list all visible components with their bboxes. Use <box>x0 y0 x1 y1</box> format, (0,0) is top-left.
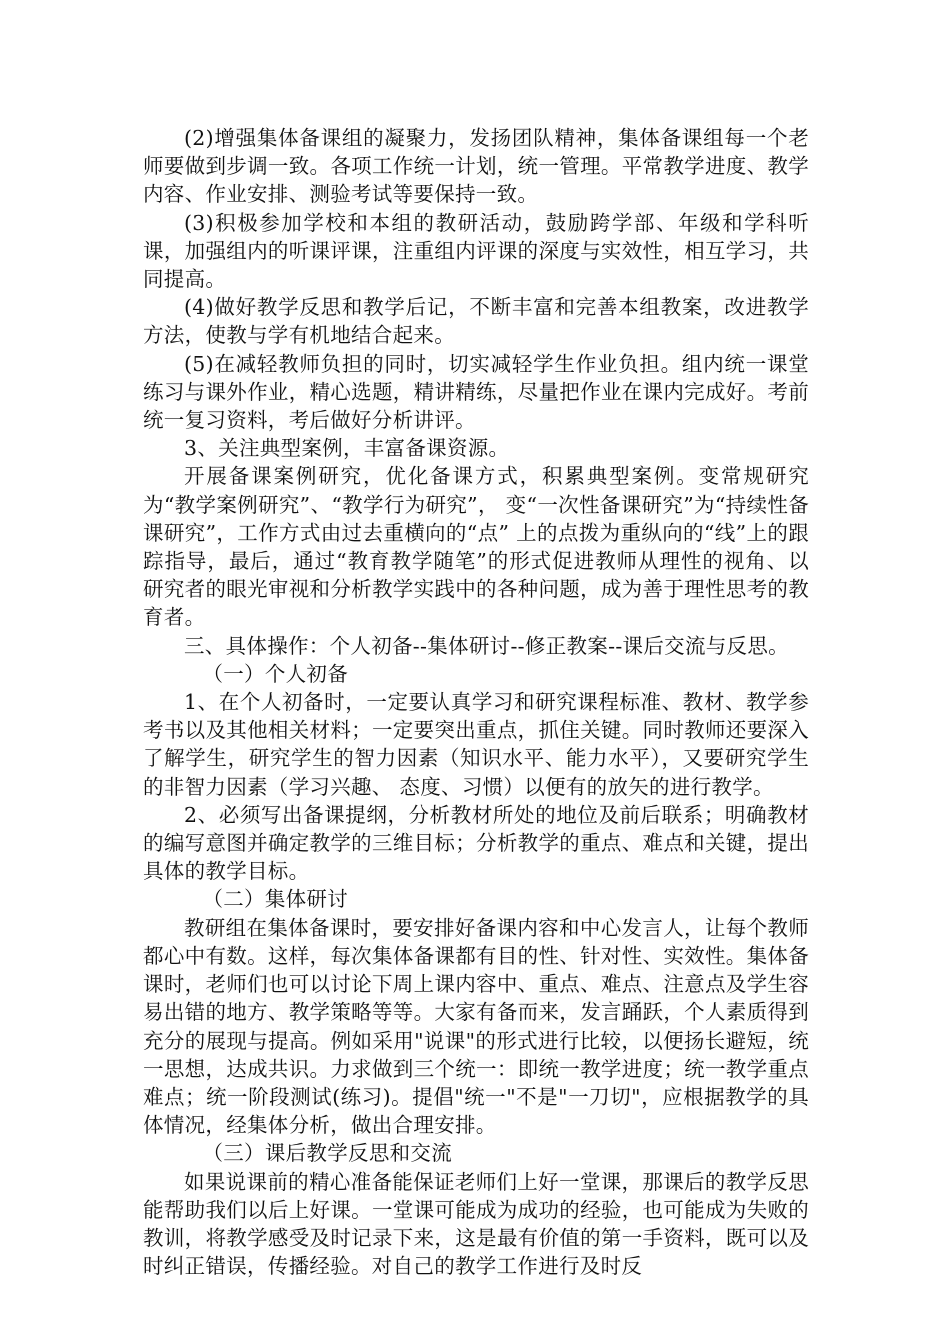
paragraph-individual-prep-1: 1、在个人初备时，一定要认真学习和研究课程标准、教材、教学参考书以及其他相关材料；一定要突出重点，抓住关键。同时教师还要深入了解学生，研究学生的智力因素（知识水平、能力水平），又要研究学生的非智力因素（学习兴趣、 态度、习惯）以便有的放矢的进行教学。 <box>143 690 809 799</box>
paragraph-case-heading: 3、关注典型案例，丰富备课资源。 <box>184 436 510 461</box>
subheading-group-discussion: （二）集体研讨 <box>202 887 349 912</box>
paragraph-reflection: (4)做好教学反思和教学后记，不断丰富和完善本组教案，改进教学方法，使教与学有机地结合起来。 <box>143 295 809 348</box>
subheading-individual-prep: （一）个人初备 <box>202 661 349 686</box>
paragraph-individual-prep-2: 2、必须写出备课提纲，分析教材所处的地位及前后联系；明确教材的编写意图并确定教学的三维目标；分析教学的重点、难点和关键，提出具体的教学目标。 <box>143 802 809 884</box>
paragraph-reduce-burden: (5)在减轻教师负担的同时，切实减轻学生作业负担。组内统一课堂练习与课外作业，精心选题，精讲精练，尽量把作业在课内完成好。考前统一复习资料，考后做好分析讲评。 <box>143 351 809 433</box>
paragraph-case-research: 开展备课案例研究，优化备课方式，积累典型案例。变常规研究为“教学案例研究”、“教学行为研究”， 变“一次性备课研究”为“持续性备课研究”，工作方式由过去重横向的“点” 上的点拨为重纵向的“线”上的跟踪指导，最后，通过“教育教学随笔”的形式促进教师从理性的视角、以研究者的眼光审视和分析教学实践中的各种问题，成为善于理性思考的教育者。 <box>143 464 809 630</box>
section-heading-operation: 三、具体操作：个人初备--集体研讨--修正教案--课后交流与反思。 <box>184 633 789 658</box>
subheading-post-class-reflection: （三）课后教学反思和交流 <box>202 1141 453 1166</box>
paragraph-post-class-reflection: 如果说课前的精心准备能保证老师们上好一堂课，那课后的教学反思能帮助我们以后上好课。一堂课可能成为成功的经验，也可能成为失败的教训，将教学感受及时记录下来，这是最有价值的第一手资料，既可以及时纠正错误，传播经验。对自己的教学工作进行及时反 <box>143 1169 809 1279</box>
paragraph-group-discussion: 教研组在集体备课时，要安排好备课内容和中心发言人，让每个教师都心中有数。这样，每次集体备课都有目的性、针对性、实效性。集体备课时，老师们也可以讨论下周上课内容中、重点、难点、注意点及学生容易出错的地方、教学策略等等。大家有备而来，发言踊跃，个人素质得到充分的展现与提高。例如采用"说课"的形式进行比较，以便扬长避短，统一思想，达成共识。力求做到三个统一：即统一教学进度；统一教学重点难点；统一阶段测试(练习)。提倡"统一"不是"一刀切"，应根据教学的具体情况，经集体分析，做出合理安排。 <box>143 915 809 1138</box>
paragraph-team-cohesion: (2)增强集体备课组的凝聚力，发扬团队精神，集体备课组每一个老师要做到步调一致。各项工作统一计划，统一管理。平常教学进度、教学内容、作业安排、测验考试等要保持一致。 <box>143 126 809 207</box>
paragraph-teaching-research: (3)积极参加学校和本组的教研活动，鼓励跨学部、年级和学科听课，加强组内的听课评课，注重组内评课的深度与实效性，相互学习，共同提高。 <box>143 210 809 292</box>
document-body <box>143 124 809 1280</box>
